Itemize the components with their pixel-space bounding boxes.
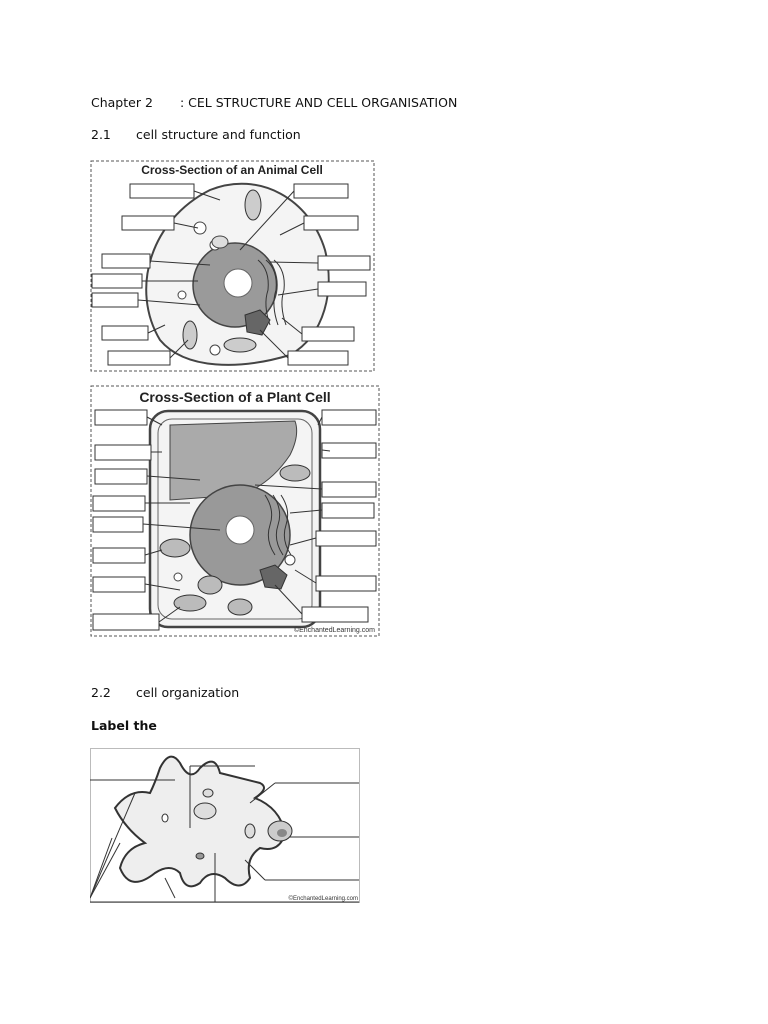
animal-cell-title: Cross-Section of an Animal Cell <box>141 163 323 177</box>
plant-cell-diagram <box>90 385 380 637</box>
chapter-title: : CEL STRUCTURE AND CELL ORGANISATION <box>180 95 458 110</box>
section-2-2-title: cell organization <box>136 685 240 700</box>
plant-cell-credit: ©EnchantedLearning.com <box>293 627 375 634</box>
amoeba-credit: ©EnchantedLearning.com <box>288 896 358 902</box>
chapter-label: Chapter 2 <box>91 95 153 110</box>
animal-cell-diagram <box>90 160 375 372</box>
plant-cell-title: Cross-Section of a Plant Cell <box>139 389 331 405</box>
section-2-2-number: 2.2 <box>91 685 111 700</box>
instruction-text: Label the <box>91 718 157 733</box>
section-2-1-number: 2.1 <box>91 127 111 142</box>
section-2-1-title: cell structure and function <box>136 127 301 142</box>
amoeba-diagram <box>90 748 360 903</box>
